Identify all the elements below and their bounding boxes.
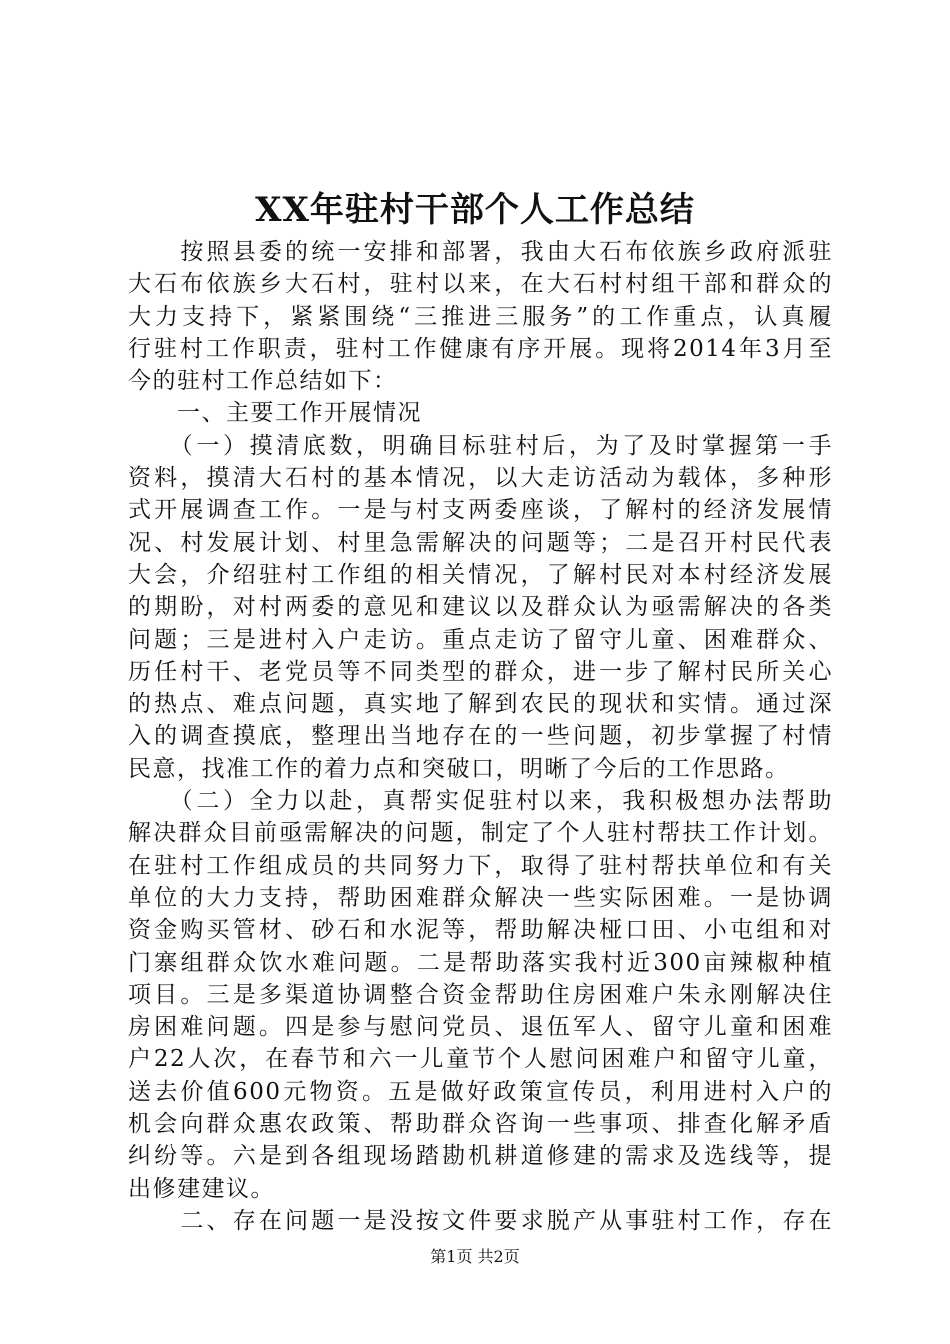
body-text-line: 单位的大力支持，帮助困难群众解决一些实际困难。一是协调 (128, 884, 833, 911)
body-text-line: 房困难问题。四是参与慰问党员、退伍军人、留守儿童和困难 (128, 1014, 833, 1041)
body-text-line: 况、村发展计划、村里急需解决的问题等；二是召开村民代表 (128, 529, 833, 556)
body-text-line: 机会向群众惠农政策、帮助群众咨询一些事项、排查化解矛盾 (128, 1111, 833, 1138)
body-text-line: 二、存在问题一是没按文件要求脱产从事驻村工作，存在 (128, 1207, 833, 1234)
body-text-line: 门寨组群众饮水难问题。二是帮助落实我村近300亩辣椒种植 (128, 949, 833, 976)
body-text-line: （一）摸清底数，明确目标驻村后，为了及时掌握第一手 (128, 432, 833, 459)
body-text-line: 问题；三是进村入户走访。重点走访了留守儿童、困难群众、 (128, 626, 833, 653)
body-text-line: 今的驻村工作总结如下： (128, 368, 398, 395)
body-text-line: 一、主要工作开展情况 (128, 400, 422, 427)
document-body (128, 236, 833, 1237)
body-text-line: 的期盼，对村两委的意见和建议以及群众认为亟需解决的各类 (128, 594, 833, 621)
body-text-line: 大石布依族乡大石村，驻村以来，在大石村村组干部和群众的 (128, 271, 833, 298)
page-number: 第1页 共2页 (430, 1247, 520, 1266)
body-text-line: 大会，介绍驻村工作组的相关情况，了解村民对本村经济发展 (128, 561, 833, 588)
body-text-line: 大力支持下，紧紧围绕“三推进三服务”的工作重点，认真履 (128, 303, 833, 330)
body-text-line: 户22人次，在春节和六一儿童节个人慰问困难户和留守儿童， (128, 1046, 833, 1073)
body-text-line: 历任村干、老党员等不同类型的群众，进一步了解村民所关心 (128, 658, 833, 685)
body-text-line: 资料，摸清大石村的基本情况，以大走访活动为载体，多种形 (128, 465, 833, 492)
body-text-line: 入的调查摸底，整理出当地存在的一些问题，初步掌握了村情 (128, 723, 833, 750)
body-text-line: 项目。三是多渠道协调整合资金帮助住房困难户朱永刚解决住 (128, 981, 833, 1008)
body-text-line: 行驻村工作职责，驻村工作健康有序开展。现将2014年3月至 (128, 335, 833, 362)
body-text-line: 按照县委的统一安排和部署，我由大石布依族乡政府派驻 (128, 239, 833, 265)
body-text-line: 出修建建议。 (128, 1175, 275, 1202)
body-text-line: 民意，找准工作的着力点和突破口，明晰了今后的工作思路。 (128, 755, 790, 782)
body-text-line: 在驻村工作组成员的共同努力下，取得了驻村帮扶单位和有关 (128, 852, 833, 879)
body-text-line: 资金购买管材、砂石和水泥等，帮助解决桠口田、小屯组和对 (128, 917, 833, 944)
body-text-line: （二）全力以赴，真帮实促驻村以来，我积极想办法帮助 (128, 788, 833, 815)
document-title: XX年驻村干部个人工作总结 (255, 190, 695, 230)
body-text-line: 的热点、难点问题，真实地了解到农民的现状和实情。通过深 (128, 691, 833, 718)
body-text-line: 解决群众目前亟需解决的问题，制定了个人驻村帮扶工作计划。 (128, 820, 833, 847)
body-text-line: 送去价值600元物资。五是做好政策宣传员，利用进村入户的 (128, 1078, 833, 1105)
body-text-line: 纠纷等。六是到各组现场踏勘机耕道修建的需求及选线等，提 (128, 1143, 833, 1170)
body-text-line: 式开展调查工作。一是与村支两委座谈，了解村的经济发展情 (128, 497, 833, 524)
